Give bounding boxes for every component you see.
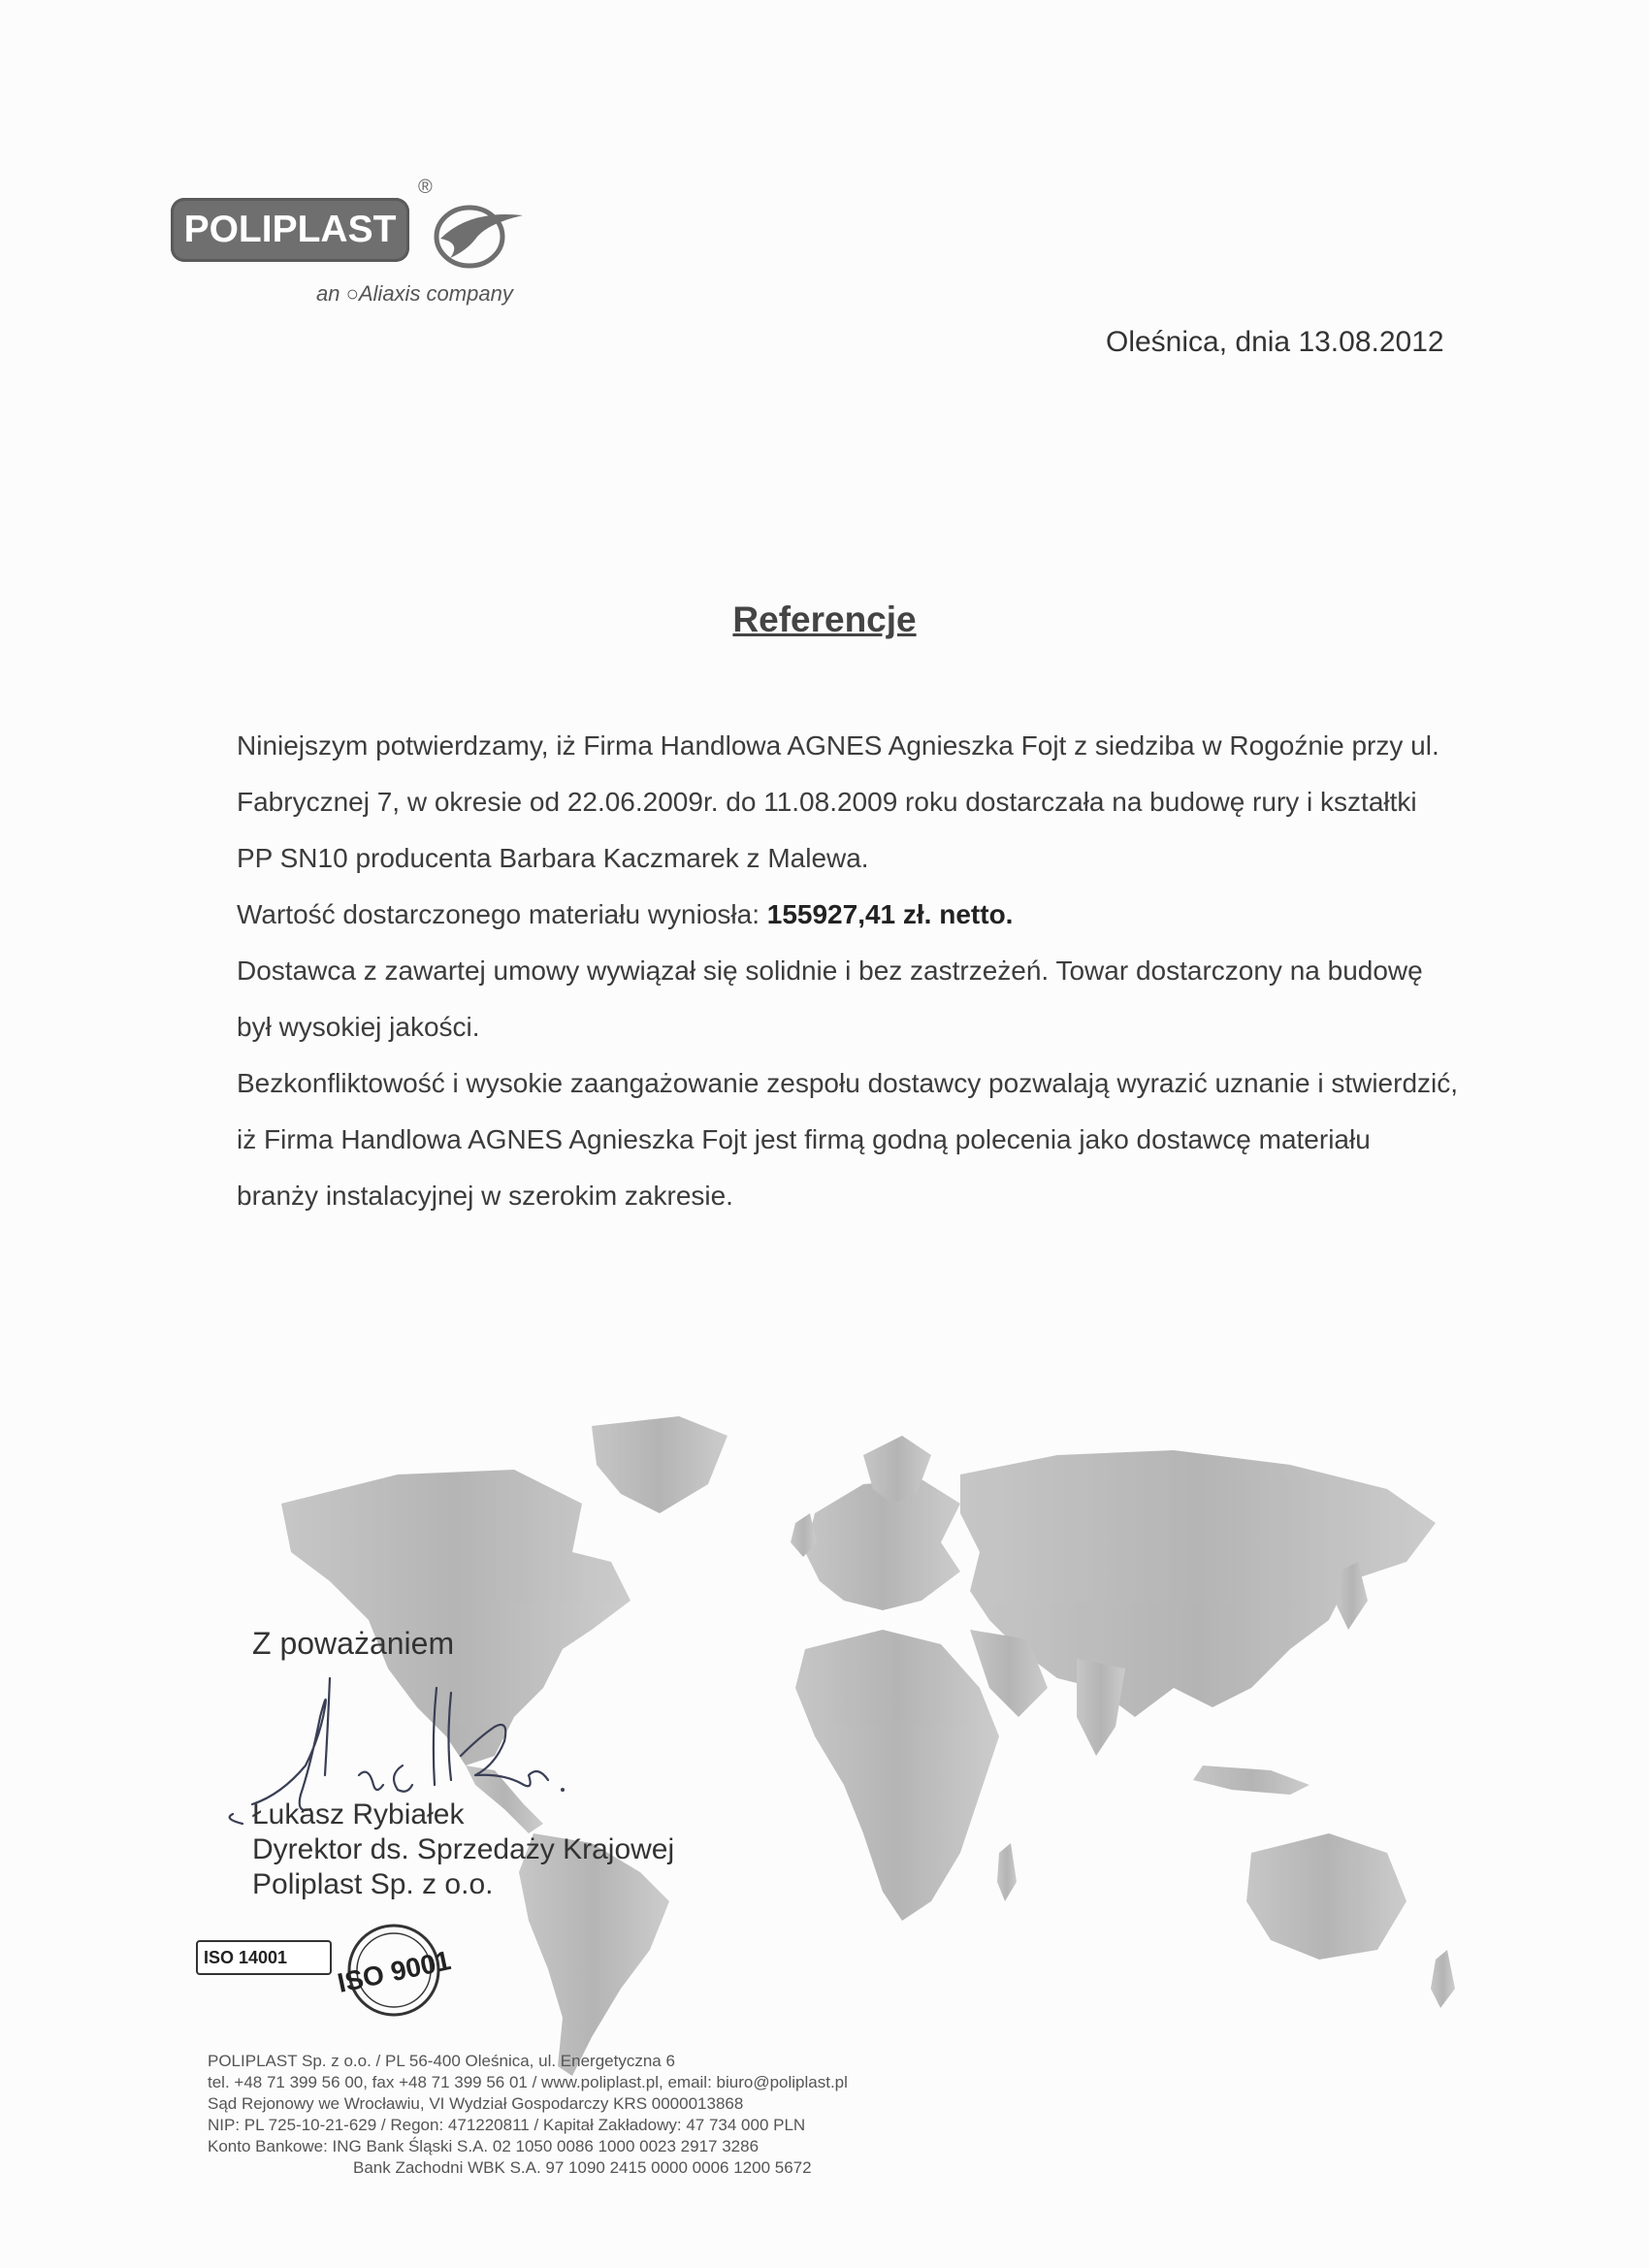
date-line: Oleśnica, dnia 13.08.2012 <box>1106 326 1444 358</box>
map-india <box>1077 1659 1125 1756</box>
footer-line-4: NIP: PL 725-10-21-629 / Regon: 471220811 / Kapitał Zakładowy: 47 734 000 PLN <box>208 2116 806 2134</box>
svg-text:ISO 9001: ISO 9001 <box>335 1945 454 1998</box>
footer-line-2: tel. +48 71 399 56 00, fax +48 71 399 56 01 / www.poliplast.pl, email: biuro@poliplast.pl <box>208 2073 848 2091</box>
poliplast-logo <box>171 175 549 320</box>
signature-block <box>252 1626 834 1917</box>
map-indonesia <box>1193 1766 1310 1795</box>
value-label: Wartość dostarczonego materiału wyniosła: <box>237 899 767 929</box>
registered-mark: ® <box>418 177 433 198</box>
footer-line-5: Konto Bankowe: ING Bank Śląski S.A. 02 1050 0086 1000 0023 2917 3286 <box>208 2137 760 2155</box>
map-europe <box>805 1479 960 1610</box>
paragraph-2 <box>237 887 1459 943</box>
footer-line-3: Sąd Rejonowy we Wrocławiu, VI Wydział Gospodarczy KRS 0000013868 <box>208 2094 744 2113</box>
signer-name: Łukasz Rybiałek <box>252 1798 465 1831</box>
bird-logo-icon <box>421 180 528 277</box>
signer-position: Dyrektor ds. Sprzedaży Krajowej <box>252 1833 675 1865</box>
footer-line-1: POLIPLAST Sp. z o.o. / PL 56-400 Oleśnica, ul. Energetyczna 6 <box>208 2052 675 2070</box>
paragraph-1: Niniejszym potwierdzamy, iż Firma Handlowa AGNES Agnieszka Fojt z siedziba w Rogoźnie przy ul. Fabrycznej 7, w okresie od 22.06.2009r. do 11.08.2009 roku dostarczała na budowę rury i kształtki PP SN10 producenta Barbara Kaczmarek z Malewa. <box>237 730 1439 873</box>
iso-14001-badge: ISO 14001 <box>196 1940 332 1975</box>
paragraph-3: Dostawca z zawartej umowy wywiązał się solidnie i bez zastrzeżeń. Towar dostarczony na budowę był wysokiej jakości. <box>237 956 1423 1042</box>
map-greenland <box>592 1416 728 1513</box>
map-madagascar <box>997 1843 1017 1901</box>
logo-tagline: an ○Aliaxis company <box>316 281 513 306</box>
footer-line-6: Bank Zachodni WBK S.A. 97 1090 2415 0000 0006 1200 5672 <box>353 2158 812 2177</box>
paragraph-4: Bezkonfliktowość i wysokie zaangażowanie zespołu dostawcy pozwalają wyrazić uznanie i stwierdzić, iż Firma Handlowa AGNES Agnieszka Fojt jest firmą godną polecenia jako dostawcę materiału branży instalacyjnej w szerokim zakresie. <box>237 1068 1459 1211</box>
logo-brand-text: POLIPLAST <box>183 209 397 250</box>
company-footer <box>208 2051 1081 2179</box>
map-australia <box>1246 1833 1406 1960</box>
closing-phrase: Z poważaniem <box>252 1626 455 1661</box>
letter-body <box>237 718 1459 1224</box>
value-amount: 155927,41 zł. netto. <box>766 899 1014 929</box>
signer-company: Poliplast Sp. z o.o. <box>252 1868 494 1900</box>
iso-9001-seal <box>328 1917 460 2024</box>
document-title: Referencje <box>732 599 917 639</box>
map-new-zealand <box>1431 1950 1455 2008</box>
